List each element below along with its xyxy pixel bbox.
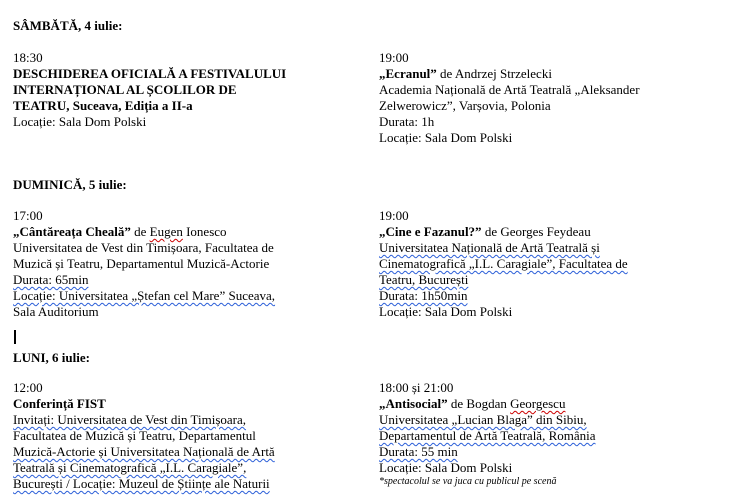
- event-duration: Durata: 55 min: [379, 444, 458, 459]
- event-time: 19:00: [379, 50, 409, 65]
- event-institution: Facultatea de Muzică și Teatru, Departamentul: [13, 428, 256, 443]
- event-location: Locație: Sala Dom Polski: [379, 130, 513, 145]
- event-title-line: INTERNAȚIONAL AL ȘCOLILOR DE: [13, 82, 237, 97]
- event-conferinta-fist: [13, 380, 343, 492]
- event-institution: Muzică și Teatru, Departamentul Muzică-Actorie: [13, 256, 270, 271]
- event-opening: [13, 50, 343, 130]
- event-author-name: Eugen: [149, 224, 183, 239]
- event-institution: Universitatea Națională de Artă Teatrală și: [379, 240, 600, 255]
- event-time: 18:00 și 21:00: [379, 380, 454, 395]
- event-time: 19:00: [379, 208, 409, 223]
- event-institution: Teatru, București: [379, 272, 469, 287]
- event-time: 17:00: [13, 208, 43, 223]
- day-heading-sunday: DUMINICĂ, 5 iulie:: [13, 177, 127, 192]
- event-author-name: Georgescu: [510, 396, 566, 411]
- event-antisocial: [379, 380, 709, 488]
- event-title-line: DESCHIDEREA OFICIALĂ A FESTIVALULUI: [13, 66, 287, 81]
- day-heading-monday: LUNI, 6 iulie:: [13, 350, 90, 365]
- event-title: „Ecranul”: [379, 66, 437, 81]
- event-title-line: TEATRU, Suceava, Ediția a II-a: [13, 98, 193, 113]
- event-title: „Antisocial”: [379, 396, 448, 411]
- event-institution: Departamentul de Artă Teatrală, România: [379, 428, 596, 443]
- event-duration: Durata: 65min: [13, 272, 89, 287]
- event-institution: Universitatea de Vest din Timișoara, Facultatea de: [13, 240, 274, 255]
- event-time: 12:00: [13, 380, 43, 395]
- event-author: de Andrzej Strzelecki: [436, 66, 552, 81]
- event-author: de Georges Feydeau: [481, 224, 591, 239]
- event-duration: Durata: 1h50min: [379, 288, 468, 303]
- event-institution: Academia Națională de Artă Teatrală „Aleksander: [379, 82, 640, 97]
- event-institution: Cinematografică „I.L. Caragiale”, Facultatea de: [379, 256, 628, 271]
- event-cantareata-cheala: [13, 208, 343, 320]
- event-author: de Bogdan: [447, 396, 511, 411]
- event-institution: Invitați: Universitatea de Vest din Timișoara,: [13, 412, 247, 427]
- event-time: 18:30: [13, 50, 43, 65]
- event-institution: Muzică-Actorie și Universitatea Națională de Artă: [13, 444, 275, 459]
- event-title: Conferință FIST: [13, 396, 106, 411]
- event-ecranul: [379, 50, 709, 146]
- event-duration: Durata: 1h: [379, 114, 435, 129]
- text-cursor: [14, 330, 16, 344]
- event-location: Locație: Sala Dom Polski: [379, 304, 513, 319]
- event-institution: Universitatea „Lucian Blaga” din Sibiu,: [379, 412, 587, 427]
- event-location: București / Locație: Muzeul de Științe ale Naturii: [13, 476, 270, 491]
- event-institution: Teatrală și Cinematografică „I.L. Caragiale”,: [13, 460, 247, 475]
- event-location: Locație: Sala Dom Polski: [13, 114, 147, 129]
- event-author: Ionesco: [182, 224, 227, 239]
- event-location: Sala Auditorium: [13, 304, 99, 319]
- day-heading-saturday: SÂMBĂTĂ, 4 iulie:: [13, 18, 123, 33]
- event-location: Locație: Sala Dom Polski: [379, 460, 513, 475]
- event-author: de: [130, 224, 150, 239]
- event-title: „Cântăreața Cheală”: [13, 224, 131, 239]
- event-institution: Zelwerowicz”, Varșovia, Polonia: [379, 98, 551, 113]
- event-cine-e-fazanul: [379, 208, 709, 320]
- event-title: „Cine e Fazanul?”: [379, 224, 482, 239]
- event-location: Locație: Universitatea „Ștefan cel Mare” Suceava,: [13, 288, 276, 303]
- event-note: *spectacolul se va juca cu publicul pe scenă: [379, 476, 557, 487]
